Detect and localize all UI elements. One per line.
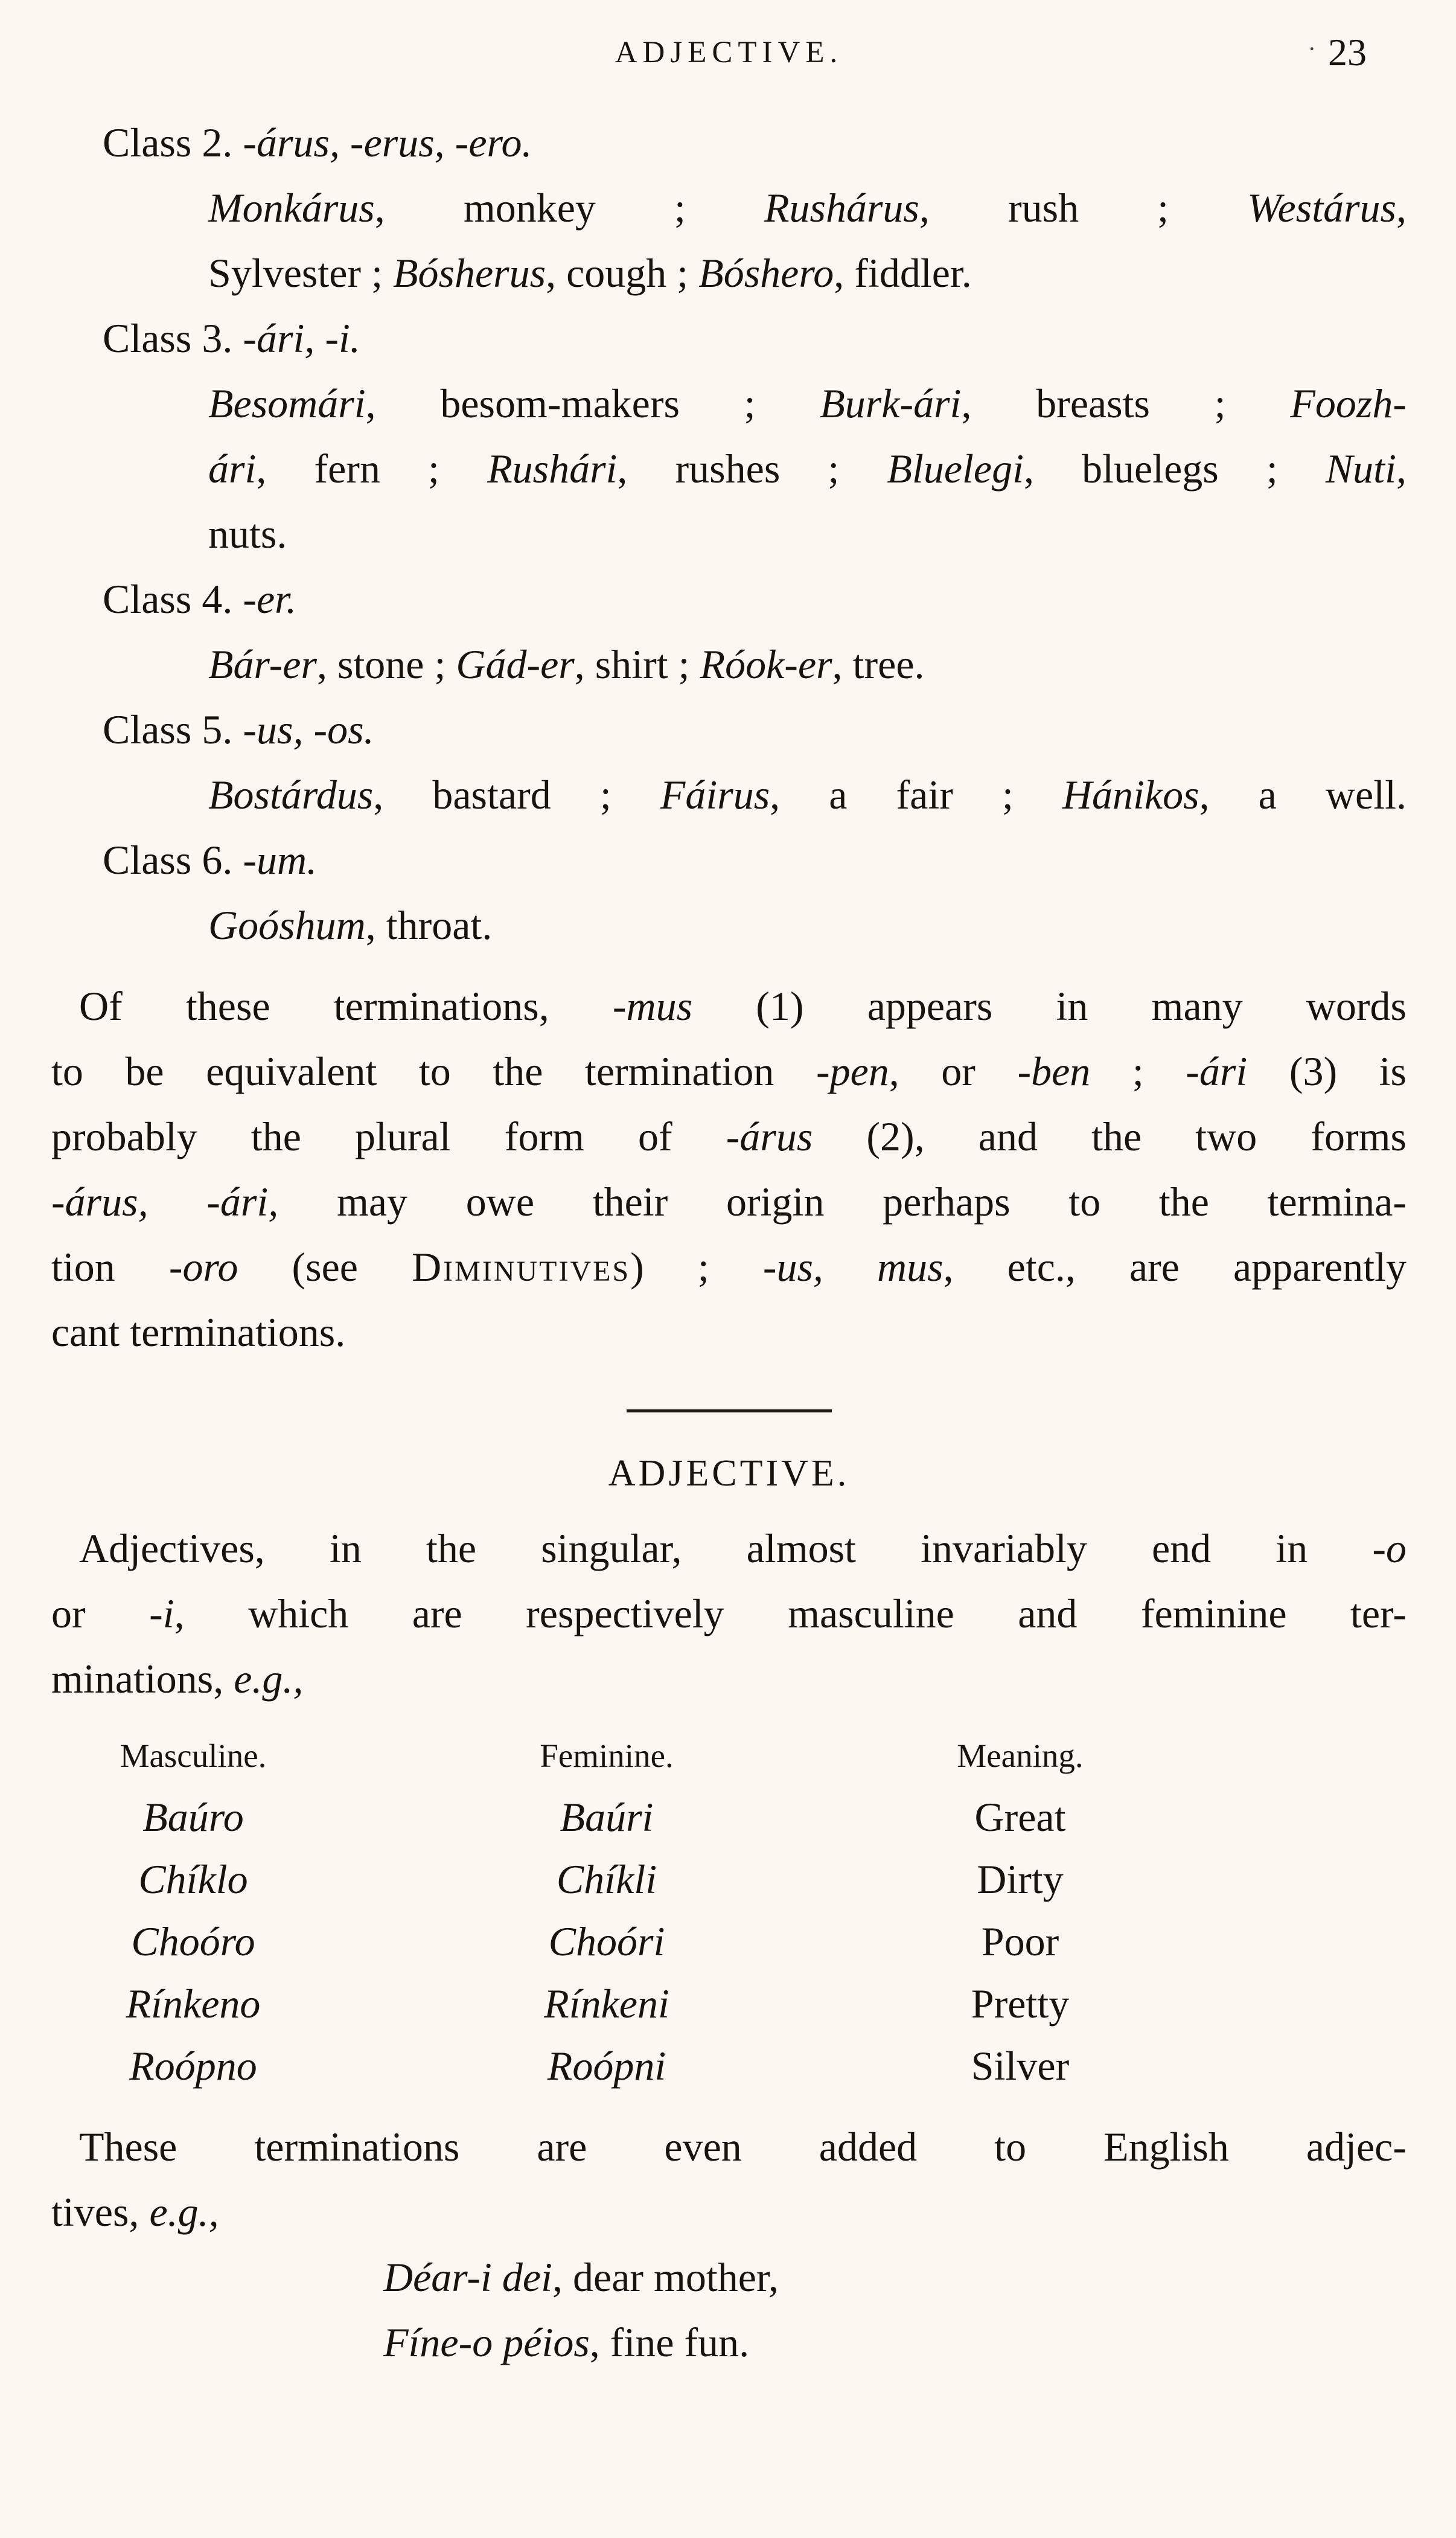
class-example-line xyxy=(208,371,1407,436)
cell-meaning: Dirty xyxy=(977,1856,1064,1902)
text-run: Hánikos xyxy=(1062,772,1199,818)
column-header-feminine: Feminine. xyxy=(540,1737,674,1774)
cell-meaning: Pretty xyxy=(971,1981,1070,2027)
cell-masculine: Chíklo xyxy=(138,1856,248,1902)
cell-masculine: Rínkeno xyxy=(126,1981,261,2027)
class-heading xyxy=(103,110,1407,175)
text-run: , besom-makers ; xyxy=(365,380,820,426)
page-number-value: 23 xyxy=(1328,31,1367,74)
example-phrase-line xyxy=(383,2310,1407,2375)
text-run: , tree. xyxy=(832,641,925,687)
text-run: -us, -os. xyxy=(243,707,374,752)
paragraph-line xyxy=(51,2114,1407,2179)
class-example-line xyxy=(208,892,1407,958)
english-note-paragraph xyxy=(51,2114,1407,2245)
text-run: Bóshero xyxy=(698,250,834,296)
text-run: (see xyxy=(238,1244,412,1290)
text-run: , bluelegs ; xyxy=(1023,446,1326,492)
text-run: -mus xyxy=(612,983,693,1029)
note-paragraph xyxy=(51,973,1407,1365)
text-run: -árus, -ári, xyxy=(51,1179,279,1225)
class-heading xyxy=(103,306,1407,371)
text-run: to be equivalent to the termination xyxy=(51,1048,816,1094)
table-row xyxy=(51,2035,1407,2097)
text-run: ; xyxy=(1090,1048,1186,1094)
text-run: Gád-er xyxy=(456,641,575,687)
text-run: Nuti xyxy=(1325,446,1396,492)
text-run: tion xyxy=(51,1244,169,1290)
text-run: Goóshum xyxy=(208,902,366,948)
cell-masculine: Baúro xyxy=(142,1794,244,1840)
text-run: Róok-er xyxy=(700,641,832,687)
text-run: Déar-i dei xyxy=(383,2254,553,2300)
paragraph-line xyxy=(51,1646,1407,1711)
text-run: e.g., xyxy=(149,2189,219,2235)
class-example-line xyxy=(208,240,1407,306)
text-run: may owe their origin perhaps to the termina- xyxy=(278,1179,1407,1225)
class-heading xyxy=(103,566,1407,632)
text-run: , stone ; xyxy=(316,641,456,687)
text-run: Bár-er xyxy=(208,641,317,687)
text-run: , fine fun. xyxy=(589,2319,750,2365)
table-row xyxy=(51,1848,1407,1911)
text-run: -árus, -erus, -ero. xyxy=(243,120,532,165)
text-run: , or xyxy=(889,1048,1018,1094)
text-run: , breasts ; xyxy=(961,380,1291,426)
section-title: ADJECTIVE. xyxy=(608,1453,850,1494)
text-run: Monkárus xyxy=(208,185,375,231)
example-phrase-line xyxy=(383,2245,1407,2310)
paragraph-line xyxy=(51,973,1407,1039)
text-run: -ári, -i. xyxy=(243,315,360,361)
text-run: , which are respectively masculine and feminine ter- xyxy=(174,1591,1407,1636)
cell-meaning: Poor xyxy=(981,1918,1059,1964)
cell-masculine: Roópno xyxy=(129,2043,257,2089)
text-run: minations, xyxy=(51,1656,234,1702)
text-run: , dear mother, xyxy=(552,2254,779,2300)
text-run: Fáirus xyxy=(660,772,770,818)
text-run: Class 3. xyxy=(103,315,243,361)
paragraph-line xyxy=(51,1299,1407,1365)
paragraph-line xyxy=(51,1039,1407,1104)
class-heading xyxy=(103,697,1407,762)
cell-feminine: Roópni xyxy=(547,2043,666,2089)
cell-feminine: Rínkeni xyxy=(544,1981,669,2027)
running-title: ADJECTIVE. xyxy=(615,36,843,69)
class-example-line xyxy=(208,175,1407,240)
cell-feminine: Chíkli xyxy=(556,1856,657,1902)
text-run: Westárus xyxy=(1247,185,1397,231)
text-run: (3) is xyxy=(1247,1048,1407,1094)
text-run: -oro xyxy=(168,1244,238,1290)
table-row xyxy=(51,1786,1407,1848)
text-run: These terminations are even added to English adjec- xyxy=(79,2124,1407,2170)
class-heading xyxy=(103,827,1407,892)
text-run: nuts. xyxy=(208,511,287,557)
text-run: Foozh- xyxy=(1290,380,1407,426)
text-run: , fiddler. xyxy=(834,250,972,296)
paragraph-line xyxy=(51,1104,1407,1169)
text-run: , xyxy=(1396,446,1407,492)
text-run: , xyxy=(1396,185,1407,231)
text-run: -um. xyxy=(243,837,318,883)
text-run: -er. xyxy=(243,576,297,622)
class-list xyxy=(51,110,1407,958)
cell-meaning: Great xyxy=(974,1794,1066,1840)
text-run: Class 5. xyxy=(103,707,243,752)
text-run: (1) appears in many words xyxy=(692,983,1407,1029)
text-run: e.g., xyxy=(234,1656,304,1702)
text-run: Burk-ári xyxy=(820,380,962,426)
class-block-3 xyxy=(51,306,1407,566)
text-run: , fern ; xyxy=(256,446,488,492)
text-run: -us, mus xyxy=(762,1244,944,1290)
text-run: Fíne-o péios xyxy=(383,2319,590,2365)
cell-feminine: Baúri xyxy=(560,1794,654,1840)
text-run: , bastard ; xyxy=(373,772,660,818)
text-run: Bostárdus xyxy=(208,772,374,818)
text-run: , rushes ; xyxy=(617,446,887,492)
text-run: -o xyxy=(1372,1525,1407,1571)
class-example-line xyxy=(208,762,1407,827)
text-run: cant terminations. xyxy=(51,1309,346,1355)
text-run: ) ; xyxy=(630,1244,763,1290)
table-header-row xyxy=(51,1726,1407,1786)
text-run: , a fair ; xyxy=(770,772,1062,818)
text-run: (2), and the two forms xyxy=(813,1114,1407,1159)
text-run: Class 2. xyxy=(103,120,243,165)
text-run: -pen xyxy=(816,1048,889,1094)
text-run: Of these terminations, xyxy=(79,983,613,1029)
text-run: Adjectives, in the singular, almost invariably end in xyxy=(79,1525,1373,1571)
column-header-meaning: Meaning. xyxy=(957,1737,1084,1774)
section-divider xyxy=(627,1409,832,1412)
class-example-line xyxy=(208,632,1407,697)
text-run: -i xyxy=(149,1591,174,1636)
print-mark: · xyxy=(1308,35,1316,62)
text-run: -árus xyxy=(726,1114,813,1159)
text-run: , cough ; xyxy=(546,250,699,296)
text-run: -ári xyxy=(1186,1048,1248,1094)
cell-meaning: Silver xyxy=(971,2043,1070,2089)
cell-feminine: Choóri xyxy=(548,1918,665,1964)
text-run: Class 6. xyxy=(103,837,243,883)
text-run: , throat. xyxy=(365,902,493,948)
page-header xyxy=(51,27,1407,81)
text-run: -ben xyxy=(1017,1048,1091,1094)
class-example-line xyxy=(208,436,1407,501)
text-run: , etc., are apparently xyxy=(943,1244,1407,1290)
text-run: Bluelegi xyxy=(887,446,1024,492)
text-run: tives, xyxy=(51,2189,150,2235)
class-example-line xyxy=(208,501,1407,566)
cell-masculine: Choóro xyxy=(131,1918,255,1964)
column-header-masculine: Masculine. xyxy=(120,1737,267,1774)
class-block-2 xyxy=(51,110,1407,306)
paragraph-line xyxy=(51,1234,1407,1299)
text-run: probably the plural form of xyxy=(51,1114,726,1159)
paragraph-line xyxy=(51,1581,1407,1646)
text-run: Besomári xyxy=(208,380,366,426)
text-run: , monkey ; xyxy=(374,185,764,231)
class-block-5 xyxy=(51,697,1407,827)
class-block-4 xyxy=(51,566,1407,697)
text-run: or xyxy=(51,1591,150,1636)
text-run: , rush ; xyxy=(919,185,1248,231)
intro-paragraph xyxy=(51,1516,1407,1711)
table-row xyxy=(51,1973,1407,2035)
text-run: Rushári xyxy=(487,446,618,492)
text-run: , shirt ; xyxy=(574,641,700,687)
adjective-table xyxy=(51,1726,1407,2097)
example-phrases xyxy=(383,2245,1407,2375)
paragraph-line xyxy=(51,1516,1407,1581)
text-run: Rushárus xyxy=(764,185,919,231)
text-run: , a well. xyxy=(1199,772,1407,818)
paragraph-line xyxy=(51,1169,1407,1234)
text-run: Sylvester ; xyxy=(208,250,393,296)
paragraph-line xyxy=(51,2179,1407,2245)
text-run: ári xyxy=(208,446,257,492)
text-run: Diminutives xyxy=(412,1244,631,1290)
class-block-6 xyxy=(51,827,1407,958)
text-run: Class 4. xyxy=(103,576,243,622)
page-number xyxy=(1308,30,1367,75)
table-row xyxy=(51,1911,1407,1973)
text-run: Bósherus xyxy=(392,250,546,296)
